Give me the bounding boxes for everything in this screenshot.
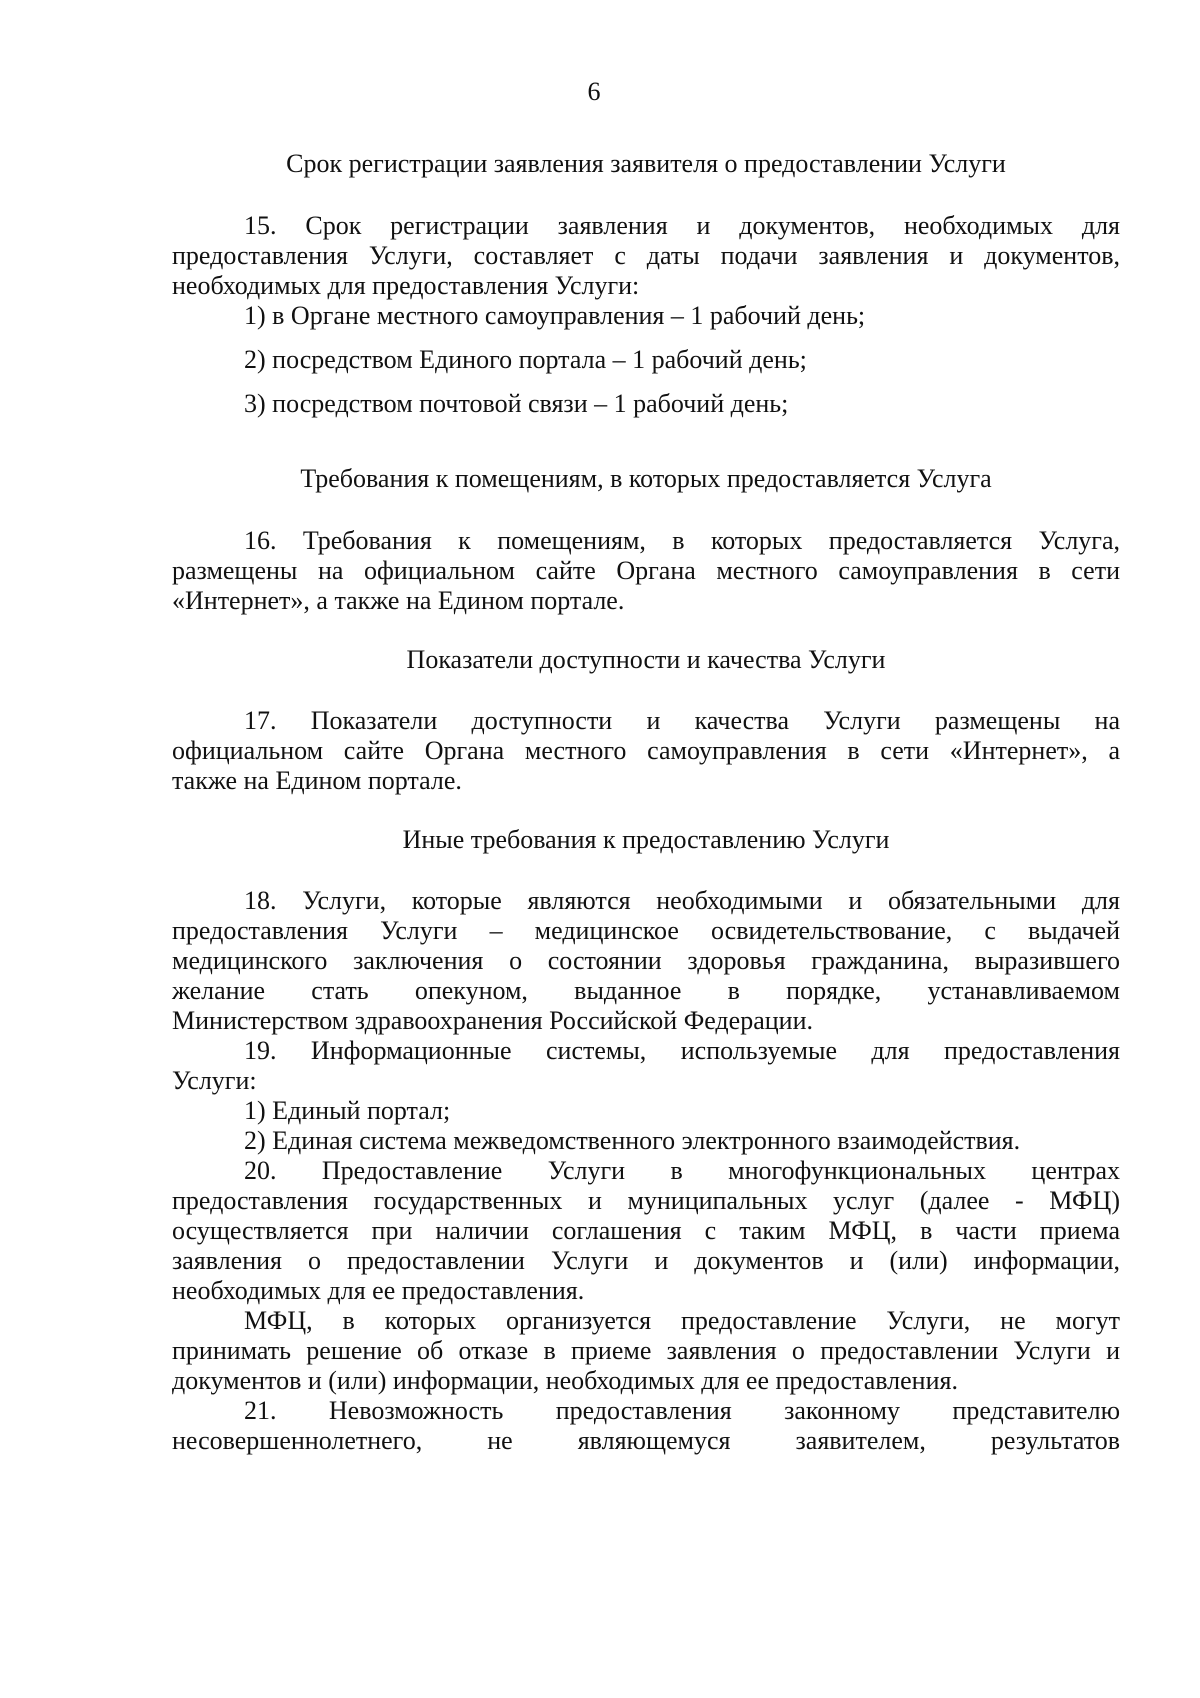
section-heading-premises: Требования к помещениям, в которых предоставляется Услуга (300, 464, 992, 493)
paragraph-mfc-line-2: принимать решение об отказе в приеме заявления о предоставлении Услуги и (172, 1336, 1120, 1365)
paragraph-20-line-4: заявления о предоставлении Услуги и документов и (или) информации, (172, 1246, 1120, 1275)
paragraph-21-line-1: 21. Невозможность предоставления законному представителю (244, 1396, 1120, 1425)
paragraph-20-line-2: предоставления государственных и муниципальных услуг (далее - МФЦ) (172, 1186, 1120, 1215)
paragraph-21-line-2: несовершеннолетнего, не являющемуся заявителем, результатов (172, 1426, 1120, 1455)
section-heading-registration-term: Срок регистрации заявления заявителя о предоставлении Услуги (286, 149, 1006, 178)
paragraph-17-line-1: 17. Показатели доступности и качества Услуги размещены на (244, 706, 1120, 735)
section-heading-other-requirements: Иные требования к предоставлению Услуги (402, 825, 890, 854)
paragraph-20-line-3: осуществляется при наличии соглашения с таким МФЦ, в части приема (172, 1216, 1120, 1245)
paragraph-19-line-1: 19. Информационные системы, используемые для предоставления (244, 1036, 1120, 1065)
paragraph-15-line-2: предоставления Услуги, составляет с даты подачи заявления и документов, (172, 241, 1120, 270)
section-heading-quality-indicators: Показатели доступности и качества Услуги (406, 645, 886, 674)
paragraph-18-line-5: Министерством здравоохранения Российской Федерации. (172, 1006, 813, 1035)
paragraph-19-line-2: Услуги: (172, 1066, 257, 1095)
paragraph-20-line-5: необходимых для ее предоставления. (172, 1276, 585, 1305)
paragraph-16-line-2: размещены на официальном сайте Органа местного самоуправления в сети (172, 556, 1120, 585)
paragraph-18-line-3: медицинского заключения о состоянии здоровья гражданина, выразившего (172, 946, 1120, 975)
paragraph-19-item-1: 1) Единый портал; (244, 1096, 451, 1125)
paragraph-15-item-2: 2) посредством Единого портала – 1 рабочий день; (244, 345, 807, 374)
paragraph-18-line-1: 18. Услуги, которые являются необходимыми и обязательными для (244, 886, 1120, 915)
paragraph-19-item-2: 2) Единая система межведомственного электронного взаимодействия. (244, 1126, 1021, 1155)
page-number: 6 (587, 77, 601, 106)
paragraph-mfc-line-3: документов и (или) информации, необходимых для ее предоставления. (172, 1366, 958, 1395)
paragraph-15-line-3: необходимых для предоставления Услуги: (172, 271, 640, 300)
paragraph-17-line-2: официальном сайте Органа местного самоуправления в сети «Интернет», а (172, 736, 1120, 765)
paragraph-18-line-2: предоставления Услуги – медицинское освидетельствование, с выдачей (172, 916, 1120, 945)
paragraph-17-line-3: также на Едином портале. (172, 766, 462, 795)
paragraph-20-line-1: 20. Предоставление Услуги в многофункциональных центрах (244, 1156, 1120, 1185)
paragraph-15-item-1: 1) в Органе местного самоуправления – 1 рабочий день; (244, 301, 866, 330)
paragraph-mfc-line-1: МФЦ, в которых организуется предоставление Услуги, не могут (244, 1306, 1120, 1335)
paragraph-15-line-1: 15. Срок регистрации заявления и документов, необходимых для (244, 211, 1120, 240)
paragraph-16-line-3: «Интернет», а также на Едином портале. (172, 586, 625, 615)
paragraph-16-line-1: 16. Требования к помещениям, в которых предоставляется Услуга, (244, 526, 1120, 555)
paragraph-18-line-4: желание стать опекуном, выданное в порядке, устанавливаемом (172, 976, 1120, 1005)
paragraph-15-item-3: 3) посредством почтовой связи – 1 рабочий день; (244, 389, 789, 418)
